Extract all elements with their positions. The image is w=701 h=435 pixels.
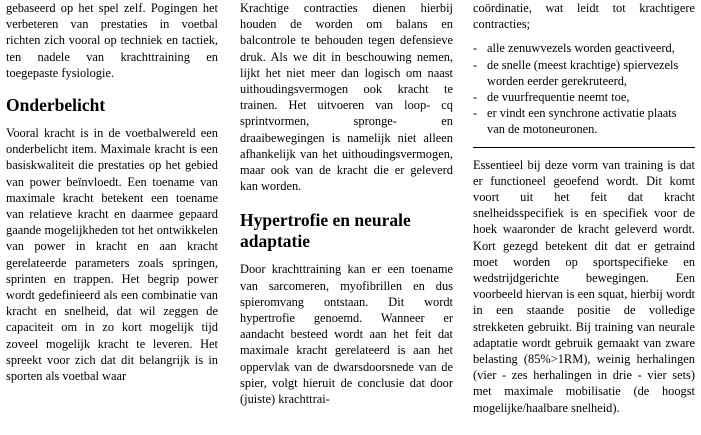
column-middle xyxy=(236,0,469,435)
dash-bullet-icon: - xyxy=(473,106,478,121)
list-item-label: er vindt een synchrone activatie plaats van de motoneuronen. xyxy=(487,106,677,137)
column-right xyxy=(469,0,701,435)
list-item xyxy=(473,57,695,89)
heading-hypertrofie-en-neurale-adaptatie: Hypertrofie en neurale adaptatie xyxy=(240,210,411,252)
paragraph-krachtige-contracties: Krachtige contracties dienen hierbij houden de worden om balans en balcontrole te behouden tegen defensieve druk. Als we dit in beschouwing nemen, lijkt het niet meer dan logisch om naast uithoudingsvermogen ook kracht te trainen. Het uitvoeren van loop- cq sprintvormen, spronge- en draaibewegingen is namelijk niet alleen afhankelijk van het uithoudingsvermogen, maar ook van de kracht die er geleverd kan worden. xyxy=(240,1,453,194)
list-spacer xyxy=(473,32,695,40)
dash-bullet-icon: - xyxy=(473,90,478,105)
list-item-label: de vuurfrequentie neemt toe, xyxy=(487,90,630,105)
list-item xyxy=(473,89,695,105)
list-adaptaties xyxy=(473,40,695,137)
list-item xyxy=(473,40,695,56)
dash-bullet-icon: - xyxy=(473,57,478,72)
column-left xyxy=(0,0,236,435)
paragraph-hypertrofie: Door krachttraining kan er een toename van sarcomeren, myofibrillen en dus spieromvang ontstaan. Dit wordt hypertrofie genoemd. Wanneer er aandacht besteed wordt aan het feit dat maximale kracht gerelateerd is aan het oppervlak van de dwarsdoorsnede van de spier, volgt hieruit de conclusie dat door (juiste) krachttrai- xyxy=(240,262,453,407)
divider-right xyxy=(473,147,695,148)
list-item-label: alle zenuwvezels worden geactiveerd, xyxy=(487,41,675,56)
paragraph-essentieel: Essentieel bij deze vorm van training is dat er functioneel geoefend wordt. Dit komt voort uit het feit dat kracht snelheidsspecifiek is en specifiek voor de hoek waaronder de kracht geleverd wordt. Kort gezegd betekent dit dat er getraind moet worden op sportspecifieke en wedstrijdgerichte bewegingen. Een voorbeeld hiervan is een squat, hierbij wordt in een staande positie de volledige strekketen gebruikt. Bij training van neurale adaptatie wordt gebruik gemaakt van zware belasting (85%>1RM), weinig herhalingen (vier - zes herhalingen in drie - vier sets) met maximale mobilisatie (de hoogst mogelijke/haalbare snelheid). xyxy=(473,157,695,415)
heading-onderbelicht: Onderbelicht xyxy=(6,95,106,116)
paragraph-intro: gebaseerd op het spel zelf. Pogingen het verbeteren van prestaties in voetbal richten zich vooral op techniek en tactiek, ten nadele van krachttraining en toegepaste fysiologie. xyxy=(6,1,218,80)
list-item-label: de snelle (meest krachtige) spiervezels worden eerder gerekruteerd, xyxy=(487,57,679,88)
paragraph-onderbelicht: Vooral kracht is in de voetbalwereld een onderbelicht item. Maximale kracht is een basiskwaliteit die prestaties op het gebied van power beïnvloedt. Een toename van maximale kracht betekent een toename van relatieve kracht en daarmee gepaard gaande mogelijkheden tot het ontwikkelen van power in kracht en aan kracht gerelateerde parameters zoals springen, sprinten en trappen. Het begrip power wordt gedefinieerd als een combinatie van kracht en snelheid, dat wil zeggen de capaciteit om in zo kort mogelijk tijd zoveel mogelijk kracht te leveren. Het spreekt voor zich dat dit belangrijk is in sporten als voetbal waar xyxy=(6,126,218,384)
dash-bullet-icon: - xyxy=(473,41,478,56)
list-item xyxy=(473,105,695,137)
paragraph-coordinatie: coördinatie, wat leidt tot krachtigere contracties; xyxy=(473,1,695,32)
